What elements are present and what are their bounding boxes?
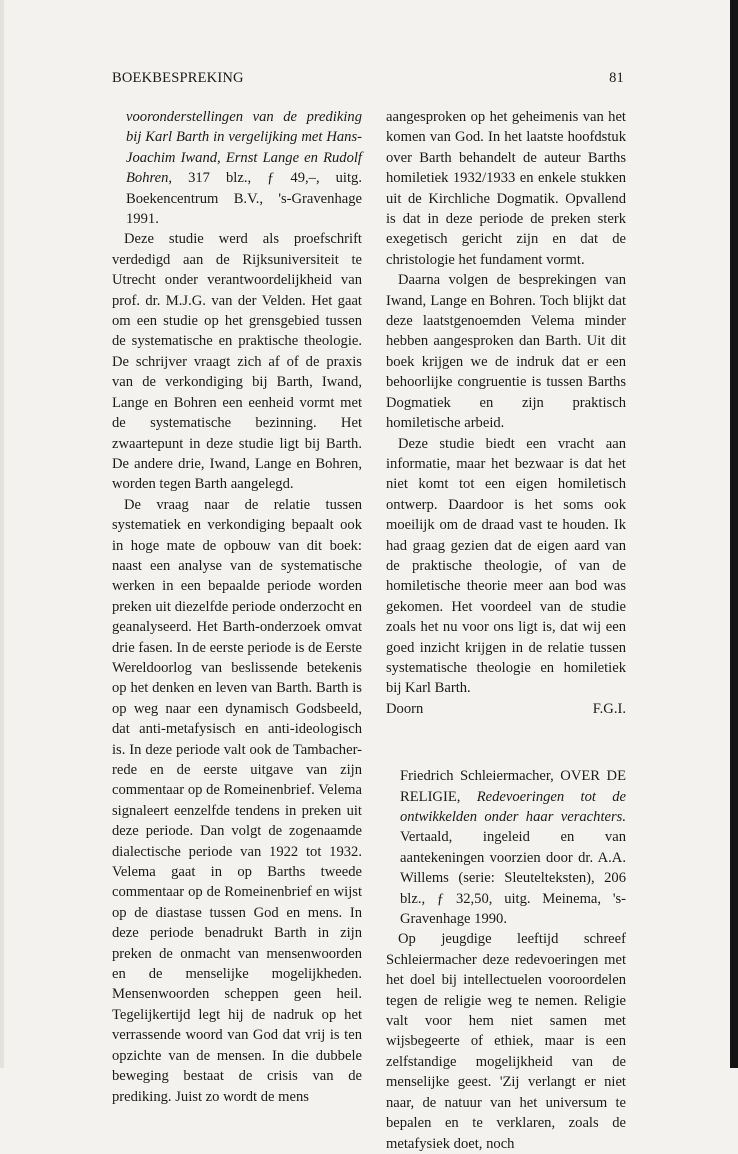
- paragraph-6: Op jeugdige leeftijd schreef Schleiermacher deze redevoeringen met het doel bij intellectuelen vooroordelen tegen de religie weg te nemen. Religie valt voor hem niet samen met wijsbegeerte of ethiek, maar is een zelfstandige mogelijkheid van de menselijke geest. 'Zij verlangt er niet naar, de natuur van het universum te bepalen en te verklaren, zoals de metafysiek doet, noch: [386, 931, 626, 1152]
- paragraph-5: Deze studie biedt een vracht aan informatie, maar het bezwaar is dat het niet komt tot een eigen homiletisch ontwerp. Daardoor is het soms ook moeilijk om de draad vast te houden. Ik had graag gezien dat de eigen aard van de praktische theologie, of van de homiletische theorie meer aan bod was gekomen. Het voordeel van de studie zoals het nu voor ons ligt is, dat wij een goed inzicht krijgen in de relatie tussen systematische theologie en homiletiek bij Karl Barth.: [386, 435, 626, 697]
- page-number: 81: [609, 70, 624, 86]
- left-column: [112, 107, 362, 1107]
- book-subtitle-2: Redevoeringen tot de ontwikkelden onder haar verachters.: [400, 788, 626, 825]
- paragraph-2: De vraag naar de relatie tussen systematiek en verkondiging bepaalt ook in hoge mate de opbouw van dit boek: naast een analyse van de systematische werken in een bepaalde periode worden preken uit diezelfde periode onderzocht en geanalyseerd. Het Barth-onderzoek omvat drie fasen. In de eerste periode is de Eerste Wereldoorlog van beslissende betekenis op het denken en leven van Barth. Barth is op weg naar een dynamisch Godsbeeld, dat anti-metafysisch en anti-ideologisch is. In deze periode valt ook de Tambacher-rede en de eerste uitgave van zijn commentaar op de Romeinenbrief. Velema signaleert eenzelfde tendens in preken uit deze periode. Dan volgt de zogenaamde dialectische periode van 1922 tot 1932. Velema gaat in op Barths tweede commentaar op de Romeinenbrief en wijst op de diastase tussen God en mens. In deze periode benadrukt Barth in zijn preken de onmacht van mensenwoorden en de menselijke mogelijkheden. Mensenwoorden scheppen geen heil. Tegelijkertijd legt hij de nadruk op het verrassende woord van God dat vrij is ten opzichte van de mensen. In die dubbele beweging bestaat de crisis van de prediking. Juist zo wordt de mens: [112, 496, 363, 1105]
- paragraph-4: Daarna volgen de besprekingen van Iwand, Lange en Bohren. Toch blijkt dat deze laatstgenoemden Velema minder hebben aangesproken dan Barth. Uit dit boek krijgen we de indruk dat er een behoorlijke congruentie is tussen Barths Dogmatiek en zijn praktisch homiletische arbeid.: [386, 272, 626, 432]
- book-author-title-2: Friedrich Schleiermacher, OVER DE RELIGIE,: [400, 768, 626, 805]
- scan-margin-left: [0, 0, 4, 1068]
- review-signature: [386, 699, 626, 719]
- paragraph-3: aangesproken op het geheimenis van het komen van God. In het laatste hoofdstuk over Barth behandelt de auteur Barths homiletiek 1932/1933 en enkele stukken uit de Kirchliche Dogmatik. Opvallend is dat in deze periode de preken sterk exegetisch gericht zijn en dat de christologie het fundament vormt.: [386, 109, 626, 268]
- section-title: BOEKBESPREKING: [112, 70, 244, 86]
- book-entry-1: [112, 107, 362, 229]
- running-header: [112, 70, 624, 90]
- signature-place: Doorn: [386, 700, 424, 717]
- book-details-1: 317 blz., ƒ 49,–, uitg. Boekencentrum B.V., 's-Gravenhage 1991.: [126, 170, 362, 228]
- scan-edge-right: [730, 0, 738, 1068]
- paragraph-1: Deze studie werd als proefschrift verdedigd aan de Rijksuniversiteit te Utrecht onder verantwoordelijkheid van prof. dr. M.J.G. van der Velden. Het gaat om een studie op het grensgebied tussen de systematische en praktische theologie. De schrijver vraagt zich af of de praxis van de verkondiging bij Barth, Iwand, Lange en Bohren een eenheid vormt met de systematische bezinning. Het zwaartepunt in deze studie ligt bij Barth. De andere drie, Iwand, Lange en Bohren, worden tegen Barth aangelegd.: [112, 231, 362, 493]
- book-title-1: vooronderstellingen van de prediking bij Karl Barth in vergelijking met Hans-Joachim Iwand, Ernst Lange en Rudolf Bohren,: [126, 109, 362, 187]
- right-column: [386, 107, 626, 1154]
- review-separator: [386, 719, 626, 766]
- book-entry-2: [386, 766, 626, 929]
- signature-initials: F.G.I.: [592, 700, 626, 717]
- book-details-2: Vertaald, ingeleid en van aantekeningen voorzien door dr. A.A. Willems (serie: Sleutelteksten), 206 blz., ƒ 32,50, uitg. Meinema, 's-Gravenhage 1990.: [400, 829, 626, 928]
